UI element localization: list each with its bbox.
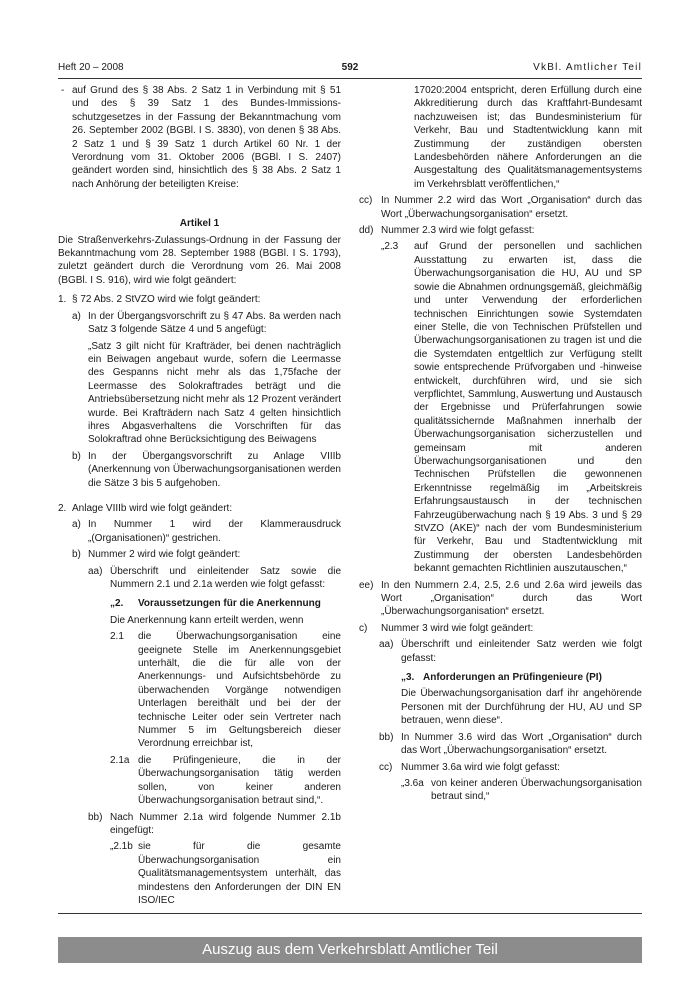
item-marker: bb) [88,811,103,823]
item-2b-dd [359,224,642,237]
item-2 [58,502,341,515]
heading-title: Anforderungen an Prüfingenieure (PI) [423,672,602,684]
item-text: In Nummer 1 wird der Klammerausdruck „(Organisationen)“ gestrichen. [88,519,341,544]
point-text: die Prüfingenieure, die in der Überwachungsorganisation tätig werden sollen, von keiner anderen Überwachungsorganisation betraut sind,“. [138,754,341,807]
item-marker: cc) [379,761,393,773]
item-marker: a) [72,519,81,531]
item-text: In Nummer 3.6 wird das Wort „Organisation“ durch das Wort „Überwachungsorganisation“ ersetzt. [401,731,642,757]
item-marker: aa) [88,565,103,577]
right-column [359,84,642,804]
item-marker: cc) [359,195,373,207]
item-marker: dd) [359,225,374,237]
item-text: In der Übergangsvorschrift zu § 47 Abs. 8a werden nach Satz 3 folgende Sätze 4 und 5 angefügt: [88,310,341,336]
item-1a-quote: „Satz 3 gilt nicht für Krafträder, bei denen nachträglich ein Beiwagen angebaut wurde, sofern die Leermasse des Gespanns nicht mehr als das 1,75fache der Leermasse des Solokraftrades beträgt und die Antriebsübersetzung nicht mehr als 12 Prozent verändert wurde. Bei Krafträdern nach Satz 4 gelten hinsichtlich ihres Abgasverhaltens die Vorschriften für das Solokraftrad ohne Berücksichtigung des Beiwagens [88,340,341,446]
item-2a [58,518,341,545]
bullet-marker: - [61,85,65,96]
section-heading-2 [58,597,341,610]
item-2b [58,548,341,561]
section-lead: Die Anerkennung kann erteilt werden, wenn [110,614,304,626]
item-2c-aa [359,638,642,665]
point-text: sie für die gesamte Überwachungsorganisation ein Qualitätsmanagementsystem unterhält, das mindestens den Anforderungen der DIN EN ISO/IEC [138,841,341,906]
article-title: Artikel 1 [179,218,220,230]
heading-number: „2. [110,598,124,610]
item-2b-aa [58,565,341,592]
intro-paragraph [58,84,341,191]
item-marker: 2. [58,502,67,514]
point-2-1a [58,754,341,808]
item-1a [58,310,341,337]
item-2c-cc [359,761,642,774]
item-marker: b) [72,549,81,561]
publication-title: VkBl. Amtlicher Teil [533,62,642,73]
item-marker: a) [72,310,81,322]
item-2b-cc [359,194,642,221]
item-1b [58,450,341,490]
item-marker: ee) [359,579,374,591]
left-column [58,84,341,907]
page-header [58,62,642,79]
issue-label: Heft 20 – 2008 [58,62,124,73]
point-2-1 [58,630,341,751]
item-marker: c) [359,622,368,634]
article-intro: Die Straßenverkehrs-Zulassungs-Ordnung in der Fassung der Bekanntmachung vom 28. September 1988 (BGBl. I S. 1793), zuletzt geändert durch die Verordnung vom 26. Mai 2008 (BGBl. I S. 916), wird wie folgt geändert: [58,234,341,286]
point-marker: 2.1 [110,631,124,643]
item-marker: aa) [379,639,394,651]
point-2-3 [359,240,642,575]
item-text: Nummer 2 wird wie folgt geändert: [88,549,241,561]
point-2-1b [58,840,341,907]
item-text: Nummer 3 wird wie folgt geändert: [381,622,534,634]
item-2b-ee [359,579,642,619]
item-2c-bb [359,731,642,758]
item-text: In Nummer 2.2 wird das Wort „Organisation“ durch das Wort „Überwachungsorganisation“ ersetzt. [381,195,642,220]
item-text: Überschrift und einleitender Satz sowie die Nummern 2.1 und 2.1a werden wie folgt gefasst: [110,565,341,590]
intro-text: auf Grund des § 38 Abs. 2 Satz 1 in Verbindung mit § 51 und des § 39 Satz 1 des Bundes-Immissions-schutzgesetzes in der Fassung der Bekanntmachung vom 26. September 2002 (BGBl. I S. 3830), von denen § 38 Abs. 2 Satz 1 und § 39 Satz 1 durch Artikel 60 Nr. 1 der Verordnung vom 31. Oktober 2006 (BGBl. I S. 2407) geändert worden sind, hinsichtlich des § 38 Abs. 2 Satz 1 nach Anhörung der beteiligten Kreise: [72,85,341,190]
point-text: von keiner anderen Überwachungsorganisation betraut sind,“ [431,777,642,803]
item-text: Nummer 3.6a wird wie folgt gefasst: [401,761,560,773]
item-2b-bb [58,811,341,838]
footer-divider [58,913,642,914]
point-marker: „3.6a [401,777,424,789]
item-text: In der Übergangsvorschrift zu Anlage VIIIb (Anerkennung von Überwachungsorganisationen werden die Sätze 3 bis 5 aufgehoben. [88,450,341,489]
item-marker: 1. [58,294,67,306]
point-3-6a [359,777,642,804]
item-text: Anlage VIIIb wird wie folgt geändert: [72,502,233,514]
section-lead: Die Überwachungsorganisation darf ihr angehörende Personen mit der Durchführung der HU, AU und SP betrauen, wenn diese“. [401,688,642,727]
page-number: 592 [341,62,359,73]
point-2-1b-continued: 17020:2004 entspricht, deren Erfüllung durch eine Akkreditierung durch das Kraftfahrt-Bundesamt nachzuweisen ist; das Bundesministerium für Verkehr, Bau und Stadtentwicklung kann mit Zustimmung der zuständigen obersten Landesbehörden nähere Anforderungen an die Ausgestaltung des Qualitätsmanagementsystems im Verkehrsblatt veröffentlichen,“ [414,85,642,190]
point-marker: 2.1a [110,754,130,766]
item-marker: b) [72,450,81,462]
item-text: Nach Nummer 2.1a wird folgende Nummer 2.1b eingefügt: [110,811,341,836]
heading-title: Voraussetzungen für die Anerkennung [138,598,321,610]
point-text: die Überwachungsorganisation eine geeignete Stelle im Anerkennungsgebiet unterhält, die die für alle von der Anerkennungs- und Aufsichtsbehörde zu überwachenden Vorgänge notwendigen Unterlagen bereithält und bei der der technische Leiter oder sein Vertreter nach Nummer 5 im Geltungsbereich dieser Verordnung erreichbar ist, [138,631,341,750]
point-text: auf Grund der personellen und sachlichen Ausstattung zu erwarten ist, dass die Überwachungsorganisation die HU, AU und SP sowie die Abnahmen ordnungsgemäß, gleichmäßig und unter Verwendung der erforderlichen technischen Einrichtungen sowie Systemdaten einer Stelle, die von Technischen Prüfstellen und Überwachungsorganisationen zu tragen ist und die die Systemdaten entgeltlich zur Verfügung stellt sowie entsprechende Prüfvorgaben und -hinweise entwickelt, durchführen wird, und sie sich verpflichtet, Sammlung, Auswertung und Austausch der Ergebnisse und Prüferfahrungen sowie qualitätssichernde Maßnahmen innerhalb der Überwachungsorganisation sicherzustellen und gemeinsam mit anderen Überwachungsorganisationen und den Technischen Prüfstellen die gewonnenen Erkenntnisse regelmäßig im „Arbeitskreis Erfahrungsaustausch in der technischen Fahrzeugüberwachung nach § 19 Abs. 3 und § 29 StVZO (AKE)“ nach der vom Bundesministerium für Verkehr, Bau und Stadtentwicklung mit Zustimmung der obersten Landesbehörden bekannt gemachten Richtlinien auszutauschen,“ [414,241,642,575]
item-text: In den Nummern 2.4, 2.5, 2.6 und 2.6a wird jeweils das Wort „Organisation“ durch das Wort „Überwachungsorganisation“ ersetzt. [381,579,642,618]
item-text: Überschrift und einleitender Satz werden wie folgt gefasst: [401,639,642,664]
section-heading-3 [359,671,642,684]
item-1 [58,293,341,306]
point-marker: „2.3 [381,241,399,253]
footer-banner: Auszug aus dem Verkehrsblatt Amtlicher Teil [58,937,642,963]
item-2c [359,622,642,635]
item-text: § 72 Abs. 2 StVZO wird wie folgt geändert: [72,294,261,306]
item-text: Nummer 2.3 wird wie folgt gefasst: [381,225,535,237]
point-marker: „2.1b [110,841,133,853]
item-marker: bb) [379,731,394,743]
heading-number: „3. [401,672,415,684]
